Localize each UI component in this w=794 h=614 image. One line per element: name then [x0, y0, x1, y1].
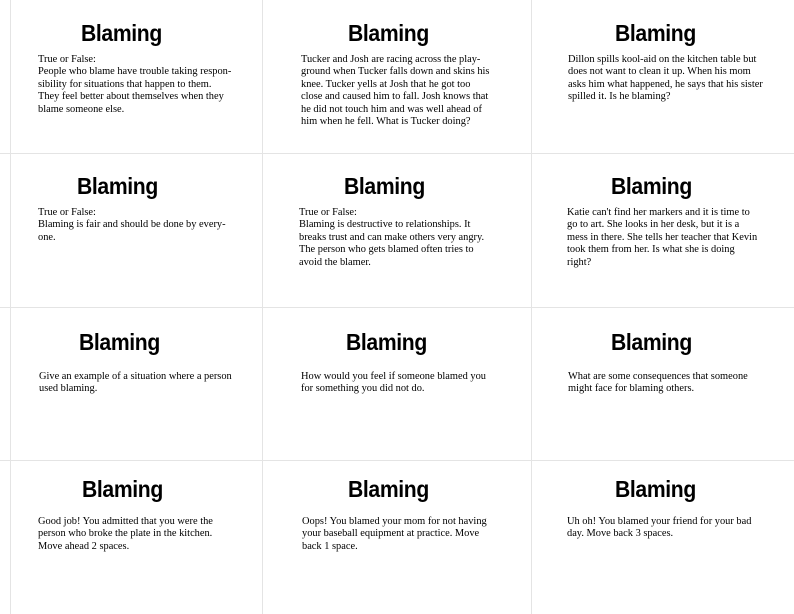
game-card[interactable] — [10, 153, 262, 307]
card-title: Blaming — [611, 329, 692, 355]
card-text: Tucker and Josh are racing across the play- ground when Tucker falls down and skins his knee. Tucker yells at Josh that he got too close and caused him to fall. Josh knows that he did not touch him and was well ahead of him when he fell. What is Tucker doing? — [301, 54, 490, 128]
card-title: Blaming — [615, 476, 696, 502]
game-card[interactable] — [262, 153, 531, 307]
card-title: Blaming — [348, 476, 429, 502]
card-text: Oops! You blamed your mom for not having your baseball equipment at practice. Move back 1 space. — [302, 516, 487, 552]
card-text: Katie can't find her markers and it is time to go to art. She looks in her desk, but it is a mess in there. She tells her teacher that Kevin took them from her. Is what she is doing right? — [567, 207, 758, 268]
card-text: Give an example of a situation where a person used blaming. — [39, 371, 232, 395]
game-card[interactable] — [10, 307, 262, 460]
game-card[interactable] — [10, 0, 262, 153]
card-text: What are some consequences that someone might face for blaming others. — [568, 371, 748, 395]
card-text: Good job! You admitted that you were the person who broke the plate in the kitchen. Move ahead 2 spaces. — [38, 516, 213, 552]
game-card[interactable] — [531, 307, 794, 460]
card-title: Blaming — [615, 20, 696, 46]
card-title: Blaming — [77, 173, 158, 199]
card-title: Blaming — [79, 329, 160, 355]
game-card[interactable] — [10, 460, 262, 614]
game-card[interactable] — [262, 307, 531, 460]
card-text: True or False: People who blame have trouble taking respon- sibility for situations that happen to them. They feel better about themselves when they blame someone else. — [38, 54, 232, 115]
game-card[interactable] — [531, 460, 794, 614]
card-title: Blaming — [81, 20, 162, 46]
card-title: Blaming — [344, 173, 425, 199]
game-card[interactable] — [531, 0, 794, 153]
card-title: Blaming — [611, 173, 692, 199]
card-title: Blaming — [82, 476, 163, 502]
card-text: True or False: Blaming is destructive to relationships. It breaks trust and can make others very angry. The person who gets blamed often tries to avoid the blamer. — [299, 207, 485, 268]
card-title: Blaming — [348, 20, 429, 46]
game-card[interactable] — [531, 153, 794, 307]
card-text: How would you feel if someone blamed you for something you did not do. — [301, 371, 486, 395]
card-title: Blaming — [346, 329, 427, 355]
game-card[interactable] — [262, 0, 531, 153]
card-text: Dillon spills kool-aid on the kitchen table but does not want to clean it up. When his mom asks him what happened, he says that his sister spilled it. Is he blaming? — [568, 54, 763, 103]
game-card[interactable] — [262, 460, 531, 614]
card-text: True or False: Blaming is fair and should be done by every- one. — [38, 207, 226, 243]
card-text: Uh oh! You blamed your friend for your bad day. Move back 3 spaces. — [567, 516, 752, 540]
